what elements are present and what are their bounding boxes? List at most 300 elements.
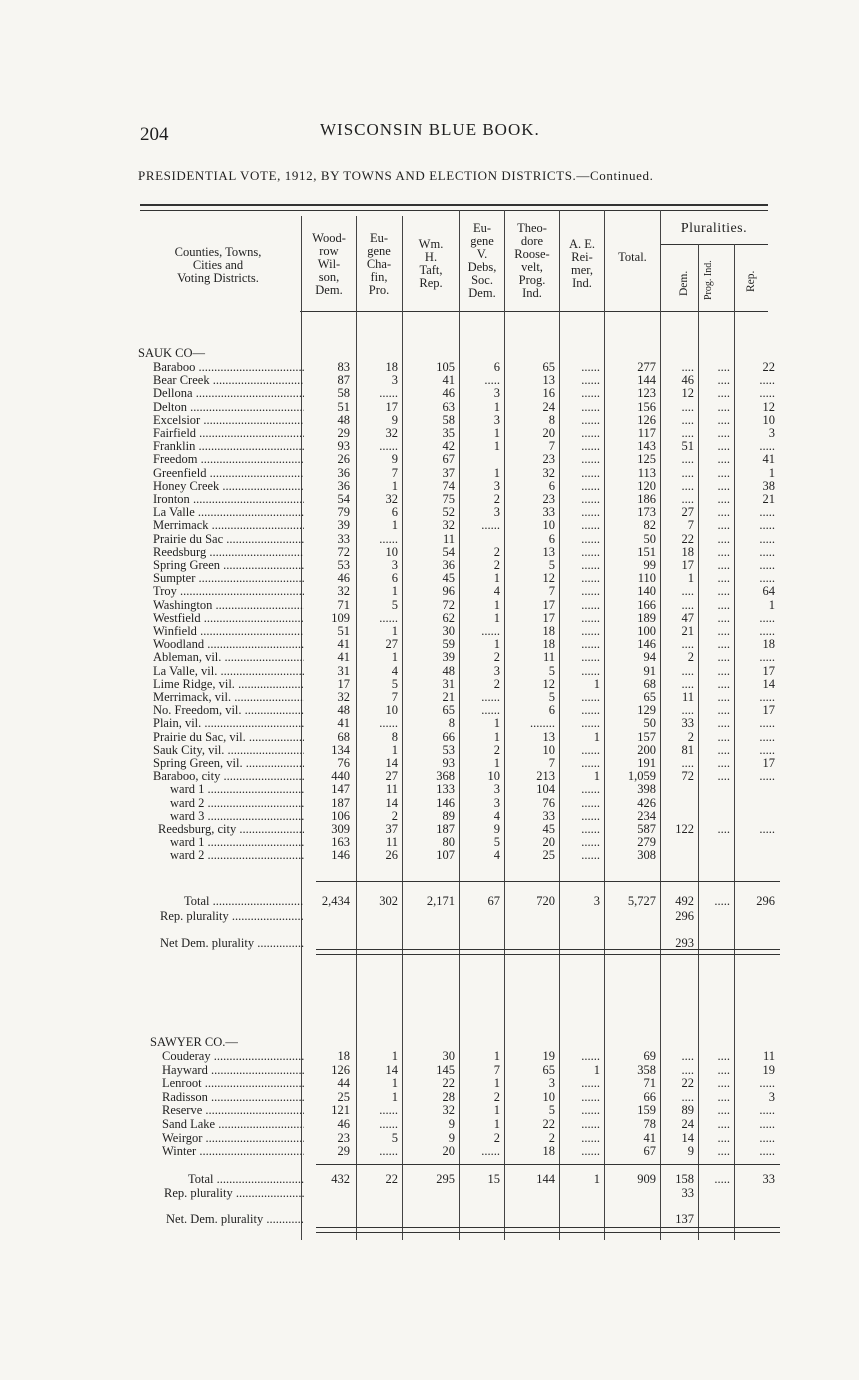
table-row [0,492,859,506]
cell-wilson: 121 [331,1103,350,1118]
district-name: Baraboo ..... [153,360,304,374]
cell-dem: 11 [681,690,694,704]
cell-dem: 24 [681,1117,694,1131]
table-row [0,426,859,440]
cell-roosevelt: 45 [542,822,555,836]
hd-taft-line: H. [424,250,438,264]
cell-wilson: 44 [337,1076,350,1091]
cell-prog: ..... [714,1172,730,1186]
cell-dem: 47 [681,610,694,625]
hd-roosevelt-line: Ind. [522,286,542,300]
cell-rep: ..... [759,1076,775,1091]
table-row [0,782,859,796]
cell-debs: 2 [493,676,500,691]
cell-dem: .... [681,492,694,506]
cell-total: 159 [637,1103,656,1118]
cell-debs: 4 [493,808,500,823]
cell-rep: 296 [756,894,775,908]
cell-dem: 51 [681,439,694,454]
table-row [0,479,859,493]
cell-chafin: 26 [385,848,398,863]
cell-reimer: ...... [581,848,600,863]
district-name: ward 3 ..... [170,809,304,823]
district-name: Couderay ..... [162,1049,304,1063]
table-row [0,558,859,572]
cell-rep: ..... [759,690,775,704]
cell-rep: ..... [759,742,775,757]
district-name: Lime Ridge, vil. ..... [153,677,304,691]
table-row [0,677,859,691]
cell-total: 186 [637,492,656,506]
cell-chafin: 1 [391,1076,398,1091]
cell-wilson: 36 [337,478,350,493]
cell-reimer: ...... [581,835,600,850]
cell-roosevelt: 7 [548,439,555,454]
cell-wilson: 71 [337,597,350,612]
header-pluralities: Pluralities. [680,221,748,236]
cell-prog: .... [717,1144,730,1159]
cell-debs: 15 [487,1172,500,1186]
table-row [0,1090,859,1104]
cell-taft: 2,171 [426,894,455,908]
cell-total: 587 [637,822,656,836]
cell-taft: 187 [436,822,455,836]
hd-reimer-line: mer, [570,263,594,277]
cell-dem: .... [681,412,694,427]
cell-taft: 36 [442,558,455,572]
cell-reimer: ...... [581,1130,600,1145]
cell-debs: ...... [481,518,500,533]
cell-prog: .... [717,624,730,638]
cell-reimer: ...... [581,703,600,718]
cell-reimer: 1 [593,1062,600,1077]
cell-chafin: 11 [385,782,398,797]
table-row [0,373,859,387]
cell-prog: .... [717,663,730,678]
cell-reimer: ...... [581,1076,600,1091]
cell-dem: .... [681,399,694,414]
cell-dem: 22 [681,531,694,546]
cell-rep: ..... [759,624,775,638]
district-name: Plain, vil. ..... [153,716,304,730]
cell-chafin: 14 [385,756,398,770]
cell-debs: 3 [493,412,500,427]
cell-taft: 9 [448,1117,455,1131]
table-row [0,598,859,612]
cell-dem: 33 [681,1186,694,1200]
cell-total: 157 [637,729,656,744]
cell-debs: 1 [493,637,500,652]
district-name: Ableman, vil. ..... [153,650,304,664]
district-name: Prairie du Sac, vil. ..... [153,730,304,744]
cell-chafin: 17 [385,399,398,414]
cell-chafin: ...... [379,610,398,625]
cell-roosevelt: 33 [542,808,555,823]
cell-roosevelt: 23 [542,492,555,506]
cell-debs: 1 [493,756,500,770]
table-row [0,1131,859,1145]
cell-wilson: 48 [337,703,350,718]
cell-roosevelt: 10 [542,742,555,757]
cell-chafin: 9 [391,452,398,467]
cell-dem: 21 [681,624,694,638]
cell-debs: 2 [493,544,500,559]
district-name: Total ..... [188,1172,304,1186]
cell-reimer: ...... [581,1049,600,1063]
cell-wilson: 134 [331,742,350,757]
cell-rep: ..... [759,1130,775,1145]
cell-rep: ..... [759,650,775,665]
hd-debs-line: gene [470,234,494,248]
cell-debs: 1 [493,399,500,414]
header-roosevelt [505,222,559,300]
cell-prog: .... [717,439,730,454]
district-name: Ironton ..... [153,492,304,506]
cell-taft: 35 [442,426,455,440]
cell-wilson: 106 [331,808,350,823]
cell-roosevelt: 6 [548,531,555,546]
cell-total: 100 [637,624,656,638]
cell-prog: .... [717,492,730,506]
cell-reimer: ...... [581,637,600,652]
district-name: ward 1 ..... [170,782,304,796]
cell-taft: 65 [442,703,455,718]
cell-rep: ..... [759,439,775,454]
table-row [0,1172,859,1186]
cell-debs: ...... [481,703,500,718]
table-row [0,909,859,923]
cell-dem: 33 [681,716,694,731]
cell-reimer: ...... [581,756,600,770]
district-name: Freedom ..... [153,452,304,466]
cell-dem: .... [681,452,694,467]
table-row [0,650,859,664]
cell-wilson: 76 [337,756,350,770]
page-number: 204 [140,124,169,145]
cell-prog: .... [717,637,730,652]
cell-debs: 7 [493,1062,500,1077]
cell-wilson: 41 [337,637,350,652]
header-chafin [357,232,401,297]
sauk-end-rule-2 [316,954,780,955]
table-row [0,439,859,453]
cell-chafin: 6 [391,505,398,520]
cell-total: 78 [643,1117,656,1131]
cell-wilson: 440 [331,769,350,784]
cell-total: 398 [637,782,656,797]
cell-prog: .... [717,518,730,533]
cell-total: 82 [643,518,656,533]
cell-rep: ..... [759,505,775,520]
table-row [0,1186,859,1200]
cell-taft: 52 [442,505,455,520]
table-row [0,413,859,427]
cell-taft: 41 [442,373,455,388]
cell-debs: 4 [493,848,500,863]
cell-taft: 74 [442,478,455,493]
cell-total: 50 [643,716,656,731]
cell-wilson: 46 [337,571,350,586]
cell-chafin: 4 [391,663,398,678]
cell-chafin: 8 [391,729,398,744]
cell-roosevelt: 18 [542,1144,555,1159]
cell-wilson: 109 [331,610,350,625]
district-name: Dellona ..... [153,386,304,400]
cell-chafin: 5 [391,1130,398,1145]
cell-roosevelt: 76 [542,795,555,810]
district-name: Prairie du Sac ..... [153,532,304,546]
district-name: La Valle, vil. ..... [153,664,304,678]
cell-reimer: ...... [581,795,600,810]
cell-reimer: ...... [581,610,600,625]
cell-reimer: ...... [581,742,600,757]
district-name: Baraboo, city ..... [153,769,304,783]
cell-rep: 17 [762,663,775,678]
cell-total: 140 [637,584,656,599]
cell-prog: .... [717,756,730,770]
table-row [0,743,859,757]
cell-dem: 7 [687,518,694,533]
cell-roosevelt: 65 [542,360,555,374]
cell-prog: .... [717,1049,730,1063]
cell-reimer: 1 [593,769,600,784]
cell-rep: 41 [762,452,775,467]
cell-chafin: 3 [391,558,398,572]
cell-wilson: 93 [337,439,350,454]
district-name: Delton ..... [153,400,304,414]
cell-chafin: 1 [391,518,398,533]
cell-total: 5,727 [627,894,656,908]
district-name: Merrimack, vil. ..... [153,690,304,704]
cell-total: 166 [637,597,656,612]
cell-prog: ..... [714,894,730,908]
header-reimer [560,238,604,290]
cell-taft: 9 [448,1130,455,1145]
cell-total: 113 [637,465,656,480]
hd-wilson-line: Wil- [317,257,341,271]
district-name: Bear Creek ..... [153,373,304,387]
cell-total: 67 [643,1144,656,1159]
cell-reimer: 1 [593,1172,600,1186]
district-name: No. Freedom, vil. ..... [153,703,304,717]
cell-roosevelt: 25 [542,848,555,863]
cell-reimer: ...... [581,531,600,546]
cell-total: 110 [637,571,656,586]
cell-debs: 10 [487,769,500,784]
cell-roosevelt: 144 [536,1172,555,1186]
cell-total: 189 [637,610,656,625]
cell-taft: 11 [442,531,455,546]
cell-dem: .... [681,465,694,480]
table-row [0,703,859,717]
cell-taft: 72 [442,597,455,612]
district-name: Troy ..... [153,584,304,598]
cell-roosevelt: 720 [536,894,555,908]
cell-dem: .... [681,637,694,652]
cell-taft: 295 [436,1172,455,1186]
cell-debs: 9 [493,822,500,836]
table-row [0,690,859,704]
table-row [0,571,859,585]
cell-roosevelt: 65 [542,1062,555,1077]
hd-roosevelt-line: Theo- [517,221,547,235]
cell-debs: 1 [493,597,500,612]
hd-debs-line: Eu- [472,221,492,235]
cell-reimer: 1 [593,729,600,744]
cell-roosevelt: 7 [548,756,555,770]
cell-prog: .... [717,399,730,414]
cell-wilson: 41 [337,716,350,731]
district-name: Sumpter ..... [153,571,304,585]
cell-wilson: 68 [337,729,350,744]
cell-taft: 21 [442,690,455,704]
cell-roosevelt: 3 [548,1076,555,1091]
cell-total: 66 [643,1089,656,1104]
table-row [0,611,859,625]
top-rule-inner [140,210,768,211]
cell-chafin: 10 [385,703,398,718]
cell-reimer: ...... [581,571,600,586]
cell-rep: 18 [762,637,775,652]
cell-debs: ...... [481,1144,500,1159]
cell-roosevelt: 10 [542,1089,555,1104]
cell-taft: 20 [442,1144,455,1159]
cell-rep: ..... [759,1117,775,1131]
cell-reimer: ...... [581,650,600,665]
cell-prog: .... [717,584,730,599]
cell-total: 123 [637,386,656,401]
district-name: Weirgor ..... [162,1131,304,1145]
hd-roosevelt-line: Prog. [518,273,546,287]
district-name: ward 2 ..... [170,848,304,862]
cell-chafin: 37 [385,822,398,836]
cell-chafin: 5 [391,597,398,612]
cell-rep: 14 [762,676,775,691]
cell-debs: 3 [493,782,500,797]
cell-total: 91 [643,663,656,678]
cell-dem: .... [681,426,694,440]
cell-wilson: 187 [331,795,350,810]
hd-taft-line: Wm. [418,237,444,251]
cell-taft: 93 [442,756,455,770]
cell-taft: 368 [436,769,455,784]
cell-rep: ..... [759,822,775,836]
cell-roosevelt: 5 [548,663,555,678]
cell-roosevelt: 17 [542,597,555,612]
hd-chafin-line: Eu- [369,231,389,245]
cell-chafin: 10 [385,544,398,559]
cell-total: 94 [643,650,656,665]
cell-prog: .... [717,571,730,586]
cell-chafin: 14 [385,795,398,810]
cell-chafin: 1 [391,650,398,665]
cell-prog: .... [717,544,730,559]
cell-reimer: ...... [581,518,600,533]
cell-prog: .... [717,650,730,665]
pluralities-rule [660,244,768,245]
hd-roosevelt-line: Roose- [514,247,550,261]
cell-reimer: ...... [581,412,600,427]
cell-debs: 2 [493,1089,500,1104]
table-row [0,466,859,480]
cell-dem: .... [681,478,694,493]
cell-prog: .... [717,1089,730,1104]
top-rule [140,204,768,206]
cell-rep: 17 [762,703,775,718]
cell-dem: 137 [675,1212,694,1226]
district-name: Lenroot ..... [162,1076,304,1090]
cell-rep: ..... [759,716,775,731]
cell-roosevelt: 11 [542,650,555,665]
cell-prog: .... [717,597,730,612]
hd-chafin-line: Pro. [368,283,390,297]
cell-roosevelt: 12 [542,571,555,586]
cell-total: 156 [637,399,656,414]
cell-roosevelt: 6 [548,703,555,718]
table-row [0,532,859,546]
cell-roosevelt: 33 [542,505,555,520]
header-plurality-dem: Dem. [678,270,690,296]
cell-debs: 1 [493,1049,500,1063]
cell-prog: .... [717,716,730,731]
cell-wilson: 25 [337,1089,350,1104]
cell-dem: .... [681,360,694,374]
cell-roosevelt: 13 [542,544,555,559]
header-plurality-rep: Rep. [745,270,757,292]
hd-debs-line: Soc. [471,273,493,287]
cell-rep: ..... [759,729,775,744]
cell-taft: 66 [442,729,455,744]
cell-debs: 2 [493,650,500,665]
hd-roosevelt-line: dore [520,234,544,248]
cell-roosevelt: 32 [542,465,555,480]
cell-prog: .... [717,690,730,704]
cell-debs: 3 [493,386,500,401]
cell-rep: ..... [759,1103,775,1118]
cell-rep: 38 [762,478,775,493]
cell-reimer: ...... [581,584,600,599]
cell-wilson: 32 [337,690,350,704]
cell-prog: .... [717,373,730,388]
table-row [0,769,859,783]
cell-total: 173 [637,505,656,520]
cell-total: 129 [637,703,656,718]
cell-prog: .... [717,1117,730,1131]
cell-roosevelt: 8 [548,412,555,427]
cell-total: 71 [643,1076,656,1091]
cell-prog: .... [717,478,730,493]
table-row [0,809,859,823]
table-row [0,1144,859,1158]
district-name: Rep. plurality ..... [164,1186,304,1200]
cell-debs: 1 [493,729,500,744]
cell-taft: 39 [442,650,455,665]
cell-chafin: ...... [379,1117,398,1131]
cell-chafin: 302 [379,894,398,908]
cell-chafin: 27 [385,637,398,652]
cell-prog: .... [717,822,730,836]
cell-rep: 1 [768,597,775,612]
cell-chafin: ...... [379,531,398,546]
cell-roosevelt: 5 [548,1103,555,1118]
cell-total: 146 [637,637,656,652]
district-name: Spring Green, vil. ..... [153,756,304,770]
cell-debs: 1 [493,1076,500,1091]
cell-dem: 12 [681,386,694,401]
cell-taft: 59 [442,637,455,652]
cell-roosevelt: ........ [530,716,555,731]
header-debs [460,222,504,300]
